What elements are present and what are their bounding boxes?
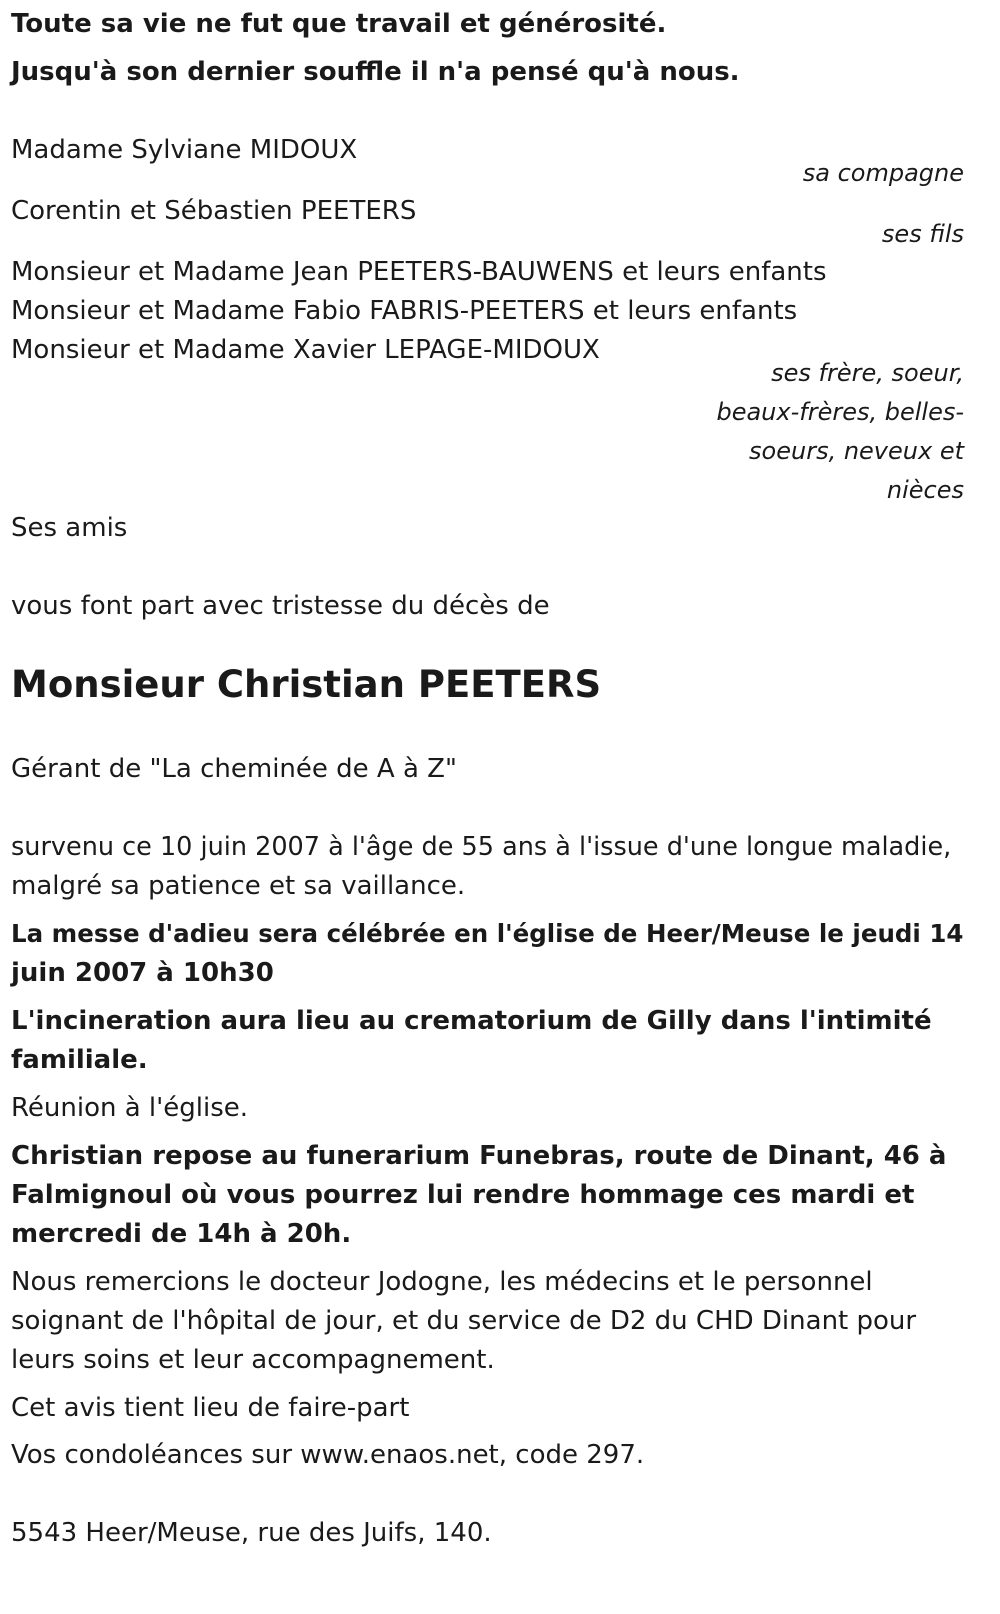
sibling-line: Monsieur et Madame Jean PEETERS-BAUWENS et leurs enfants	[11, 257, 827, 287]
epigraph-line-1: Toute sa vie ne fut que travail et générosité.	[11, 9, 667, 39]
thanks-line-2: soignant de l'hôpital de jour, et du service de D2 du CHD Dinant pour	[11, 1306, 917, 1336]
siblings-relation-line: nièces	[886, 476, 964, 504]
mass-line-2: juin 2007 à 10h30	[11, 958, 274, 988]
sibling-line: Monsieur et Madame Xavier LEPAGE-MIDOUX	[11, 335, 600, 365]
death-line-1: survenu ce 10 juin 2007 à l'âge de 55 ans à l'issue d'une longue maladie,	[11, 832, 952, 862]
sons-relation: ses fils	[881, 220, 964, 248]
address: 5543 Heer/Meuse, rue des Juifs, 140.	[11, 1518, 492, 1548]
friends: Ses amis	[11, 513, 128, 543]
siblings-relation-line: ses frère, soeur,	[771, 359, 964, 387]
reunion: Réunion à l'église.	[11, 1093, 249, 1123]
thanks-line-3: leurs soins et leur accompagnement.	[11, 1345, 495, 1375]
obituary-notice	[11, 0, 964, 1614]
deceased-occupation: Gérant de "La cheminée de A à Z"	[11, 754, 457, 784]
cremation-line-1: L'incineration aura lieu au crematorium de Gilly dans l'intimité	[11, 1006, 932, 1036]
funerarium-line-1: Christian repose au funerarium Funebras, route de Dinant, 46 à	[11, 1141, 947, 1171]
thanks-line-1: Nous remercions le docteur Jodogne, les médecins et le personnel	[11, 1267, 873, 1297]
condolences: Vos condoléances sur www.enaos.net, code 297.	[11, 1440, 645, 1470]
mass-line-1: La messe d'adieu sera célébrée en l'église de Heer/Meuse le jeudi 14	[11, 919, 964, 948]
companion-relation: sa compagne	[802, 159, 964, 187]
siblings-relation-line: soeurs, neveux et	[749, 437, 964, 465]
siblings-relation-line: beaux-frères, belles-	[716, 398, 964, 426]
funerarium-line-2: Falmignoul où vous pourrez lui rendre hommage ces mardi et	[11, 1180, 915, 1210]
sons-names: Corentin et Sébastien PEETERS	[11, 196, 417, 226]
death-line-2: malgré sa patience et sa vaillance.	[11, 871, 466, 901]
notice: Cet avis tient lieu de faire-part	[11, 1393, 410, 1423]
cremation-line-2: familiale.	[11, 1045, 148, 1075]
funerarium-line-3: mercredi de 14h à 20h.	[11, 1219, 352, 1249]
deceased-name: Monsieur Christian PEETERS	[11, 663, 602, 706]
announcement: vous font part avec tristesse du décès de	[11, 591, 550, 621]
epigraph-line-2: Jusqu'à son dernier souffle il n'a pensé qu'à nous.	[11, 57, 740, 87]
sibling-line: Monsieur et Madame Fabio FABRIS-PEETERS et leurs enfants	[11, 296, 798, 326]
companion-name: Madame Sylviane MIDOUX	[11, 135, 358, 165]
